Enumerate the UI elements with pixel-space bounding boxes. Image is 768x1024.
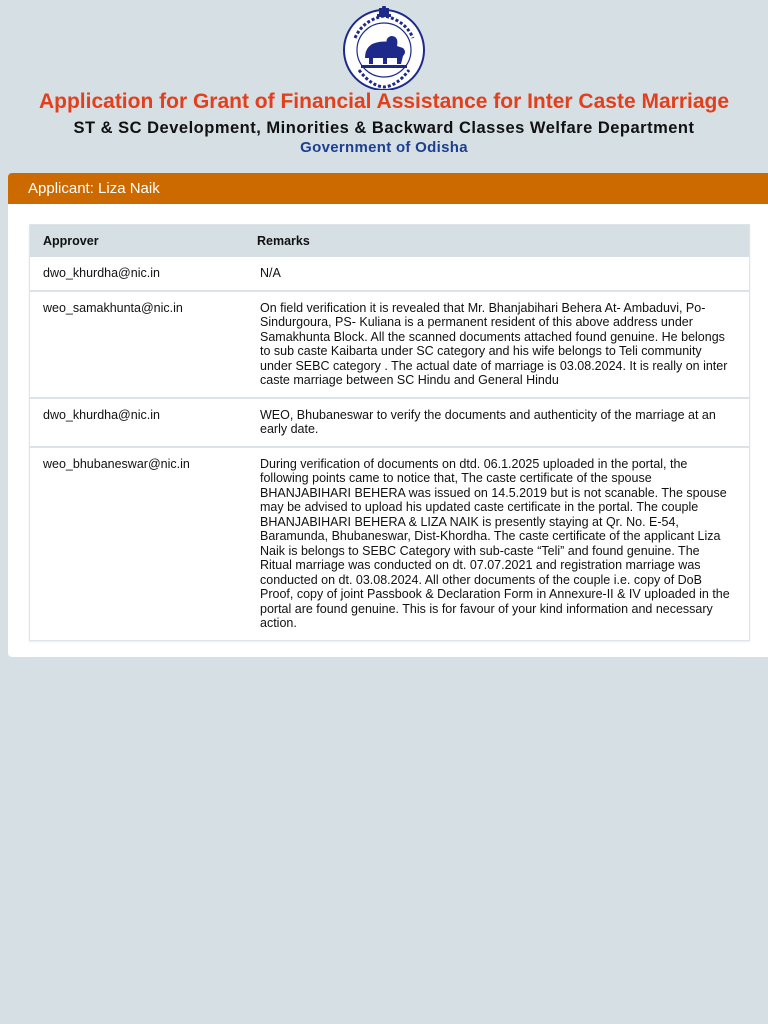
table-row [30,447,749,640]
remarks-cell: During verification of documents on dtd. 06.1.2025 uploaded in the portal, the following points came to notice that, The caste certificate of the spouse BHANJABIHARI BEHERA was issued on 14.5.2019 but is not scanable. The spouse may be advised to upload his updated caste certificate in the portal. The couple BHANJABIHARI BEHERA & LIZA NAIK is presently staying at Qr. No. E-54, Baramunda, Bhubaneswar, Dist-Khordha. The caste certificate of the applicant Liza Naik is belongs to SEBC Category with sub-caste “Teli” and found genuine. The Ritual marriage was conducted on dt. 07.07.2021 and registration marriage was conducted on dt. 03.08.2024. All other documents of the couple i.e. copy of DoB Proof, copy of joint Passbook & Declaration Form in Annexure-II & IV uploaded in the portal are found genuine. This is for favour of your kind information and necessary action. [260,456,730,630]
table-row [30,257,749,291]
applicant-name-bar: Applicant: Liza Naik [8,173,768,204]
approver-cell: dwo_khurdha@nic.in [30,398,247,447]
approver-cell: weo_samakhunta@nic.in [30,291,247,398]
remarks-cell: N/A [247,257,749,291]
government-name: Government of Odisha [300,139,468,156]
approver-cell: dwo_khurdha@nic.in [30,257,247,291]
remarks-cell: On field verification it is revealed that Mr. Bhanjabihari Behera At- Ambaduvi, Po- Sindurgoura, PS- Kuliana is a permanent resident of this above address under Samakhunta Block. All the scanned documents attached found genuine. He belongs to sub caste Kaibarta under SC category and his wife belongs to Teli community under SEBC category . The actual date of marriage is 03.08.2024. It is really on inter caste marriage between SC Hindu and General Hindu [247,291,749,398]
remarks-table-container [29,224,750,641]
column-header-approver: Approver [30,225,247,257]
applicant-card [8,173,768,657]
approver-cell: weo_bhubaneswar@nic.in [43,456,190,471]
table-row [30,398,749,447]
remarks-cell: WEO, Bhubaneswar to verify the documents and authenticity of the marriage at an early date. [247,398,749,447]
odisha-state-emblem-icon [341,6,427,90]
table-header-row [30,225,749,257]
column-header-remarks: Remarks [247,225,749,257]
page-title: Application for Grant of Financial Assistance for Inter Caste Marriage [38,90,730,113]
remarks-table [30,225,749,640]
department-name: ST & SC Development, Minorities & Backward Classes Welfare Department [73,119,695,137]
page-header [0,0,768,173]
table-row [30,291,749,398]
